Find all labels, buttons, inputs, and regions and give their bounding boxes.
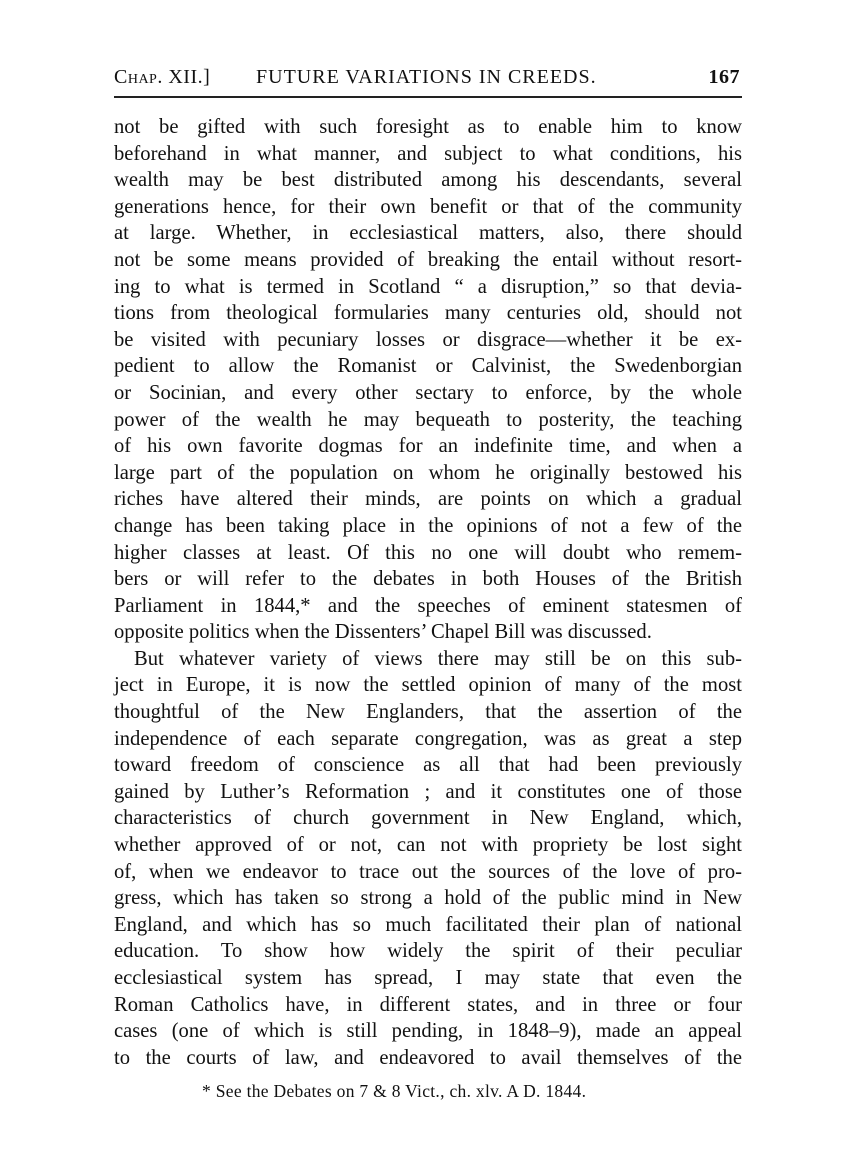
text-line: ing to what is termed in Scotland “ a disruption,” so that devia- [114,275,742,298]
footnote: * See the Debates on 7 & 8 Vict., ch. xlv. A D. 1844. [202,1081,587,1102]
text-line: toward freedom of conscience as all that had been previously [114,754,742,777]
text-line: Roman Catholics have, in different states, and in three or four [114,993,742,1016]
text-line: characteristics of church government in New England, which, [114,807,742,830]
text-line: But whatever variety of views there may still be on this sub- [134,647,742,670]
text-line: independence of each separate congregation, was as great a step [114,727,742,750]
text-line: pedient to allow the Romanist or Calvinist, the Swedenborgian [114,355,742,378]
text-line: education. To show how widely the spirit of their peculiar [114,940,742,963]
text-line: riches have altered their minds, are points on which a gradual [114,488,742,511]
text-line: bers or will refer to the debates in both Houses of the British [114,568,742,591]
text-line: to the courts of law, and endeavored to avail themselves of the [114,1046,742,1069]
text-line: England, and which has so much facilitated their plan of national [114,913,742,936]
text-line: change has been taking place in the opinions of not a few of the [114,514,742,537]
running-head [114,62,742,92]
text-line: Parliament in 1844,* and the speeches of eminent statesmen of [114,594,742,617]
text-line: thoughtful of the New Englanders, that the assertion of the [114,701,742,724]
text-line: of, when we endeavor to trace out the sources of the love of pro- [114,860,742,883]
text-line: power of the wealth he may bequeath to posterity, the teaching [114,408,742,431]
text-line: or Socinian, and every other sectary to enforce, by the whole [114,381,742,404]
text-line: not be gifted with such foresight as to enable him to know [114,116,742,138]
text-line: large part of the population on whom he originally bestowed his [114,461,742,484]
text-line: gress, which has taken so strong a hold of the public mind in New [114,887,742,910]
header-rule [114,96,742,98]
text-line: wealth may be best distributed among his descendants, several [114,169,742,192]
body-text [114,114,742,1071]
text-line: whether approved of or not, can not with propriety be lost sight [114,834,742,857]
text-line: ecclesiastical system has spread, I may state that even the [114,967,742,989]
text-line: at large. Whether, in ecclesiastical matters, also, there should [114,222,742,245]
text-line: be visited with pecuniary losses or disgrace—whether it be ex- [114,328,742,351]
text-line: tions from theological formularies many centuries old, should not [114,302,742,325]
page-number: 167 [708,66,740,88]
text-line: generations hence, for their own benefit or that of the community [114,195,742,218]
text-line: higher classes at least. Of this no one will doubt who remem- [114,541,742,564]
text-line: opposite politics when the Dissenters’ Chapel Bill was discussed. [114,621,652,644]
text-line: gained by Luther’s Reformation ; and it constitutes one of those [114,780,742,803]
text-line: beforehand in what manner, and subject to what conditions, his [114,142,742,165]
chapter-label: Chap. XII.] [114,66,211,88]
book-page [114,62,742,1102]
text-line: ject in Europe, it is now the settled opinion of many of the most [114,674,742,697]
text-line: of his own favorite dogmas for an indefinite time, and when a [114,435,742,458]
running-title: FUTURE VARIATIONS IN CREEDS. [256,66,597,88]
text-line: not be some means provided of breaking the entail without resort- [114,248,742,271]
text-line: cases (one of which is still pending, in 1848–9), made an appeal [114,1020,742,1043]
